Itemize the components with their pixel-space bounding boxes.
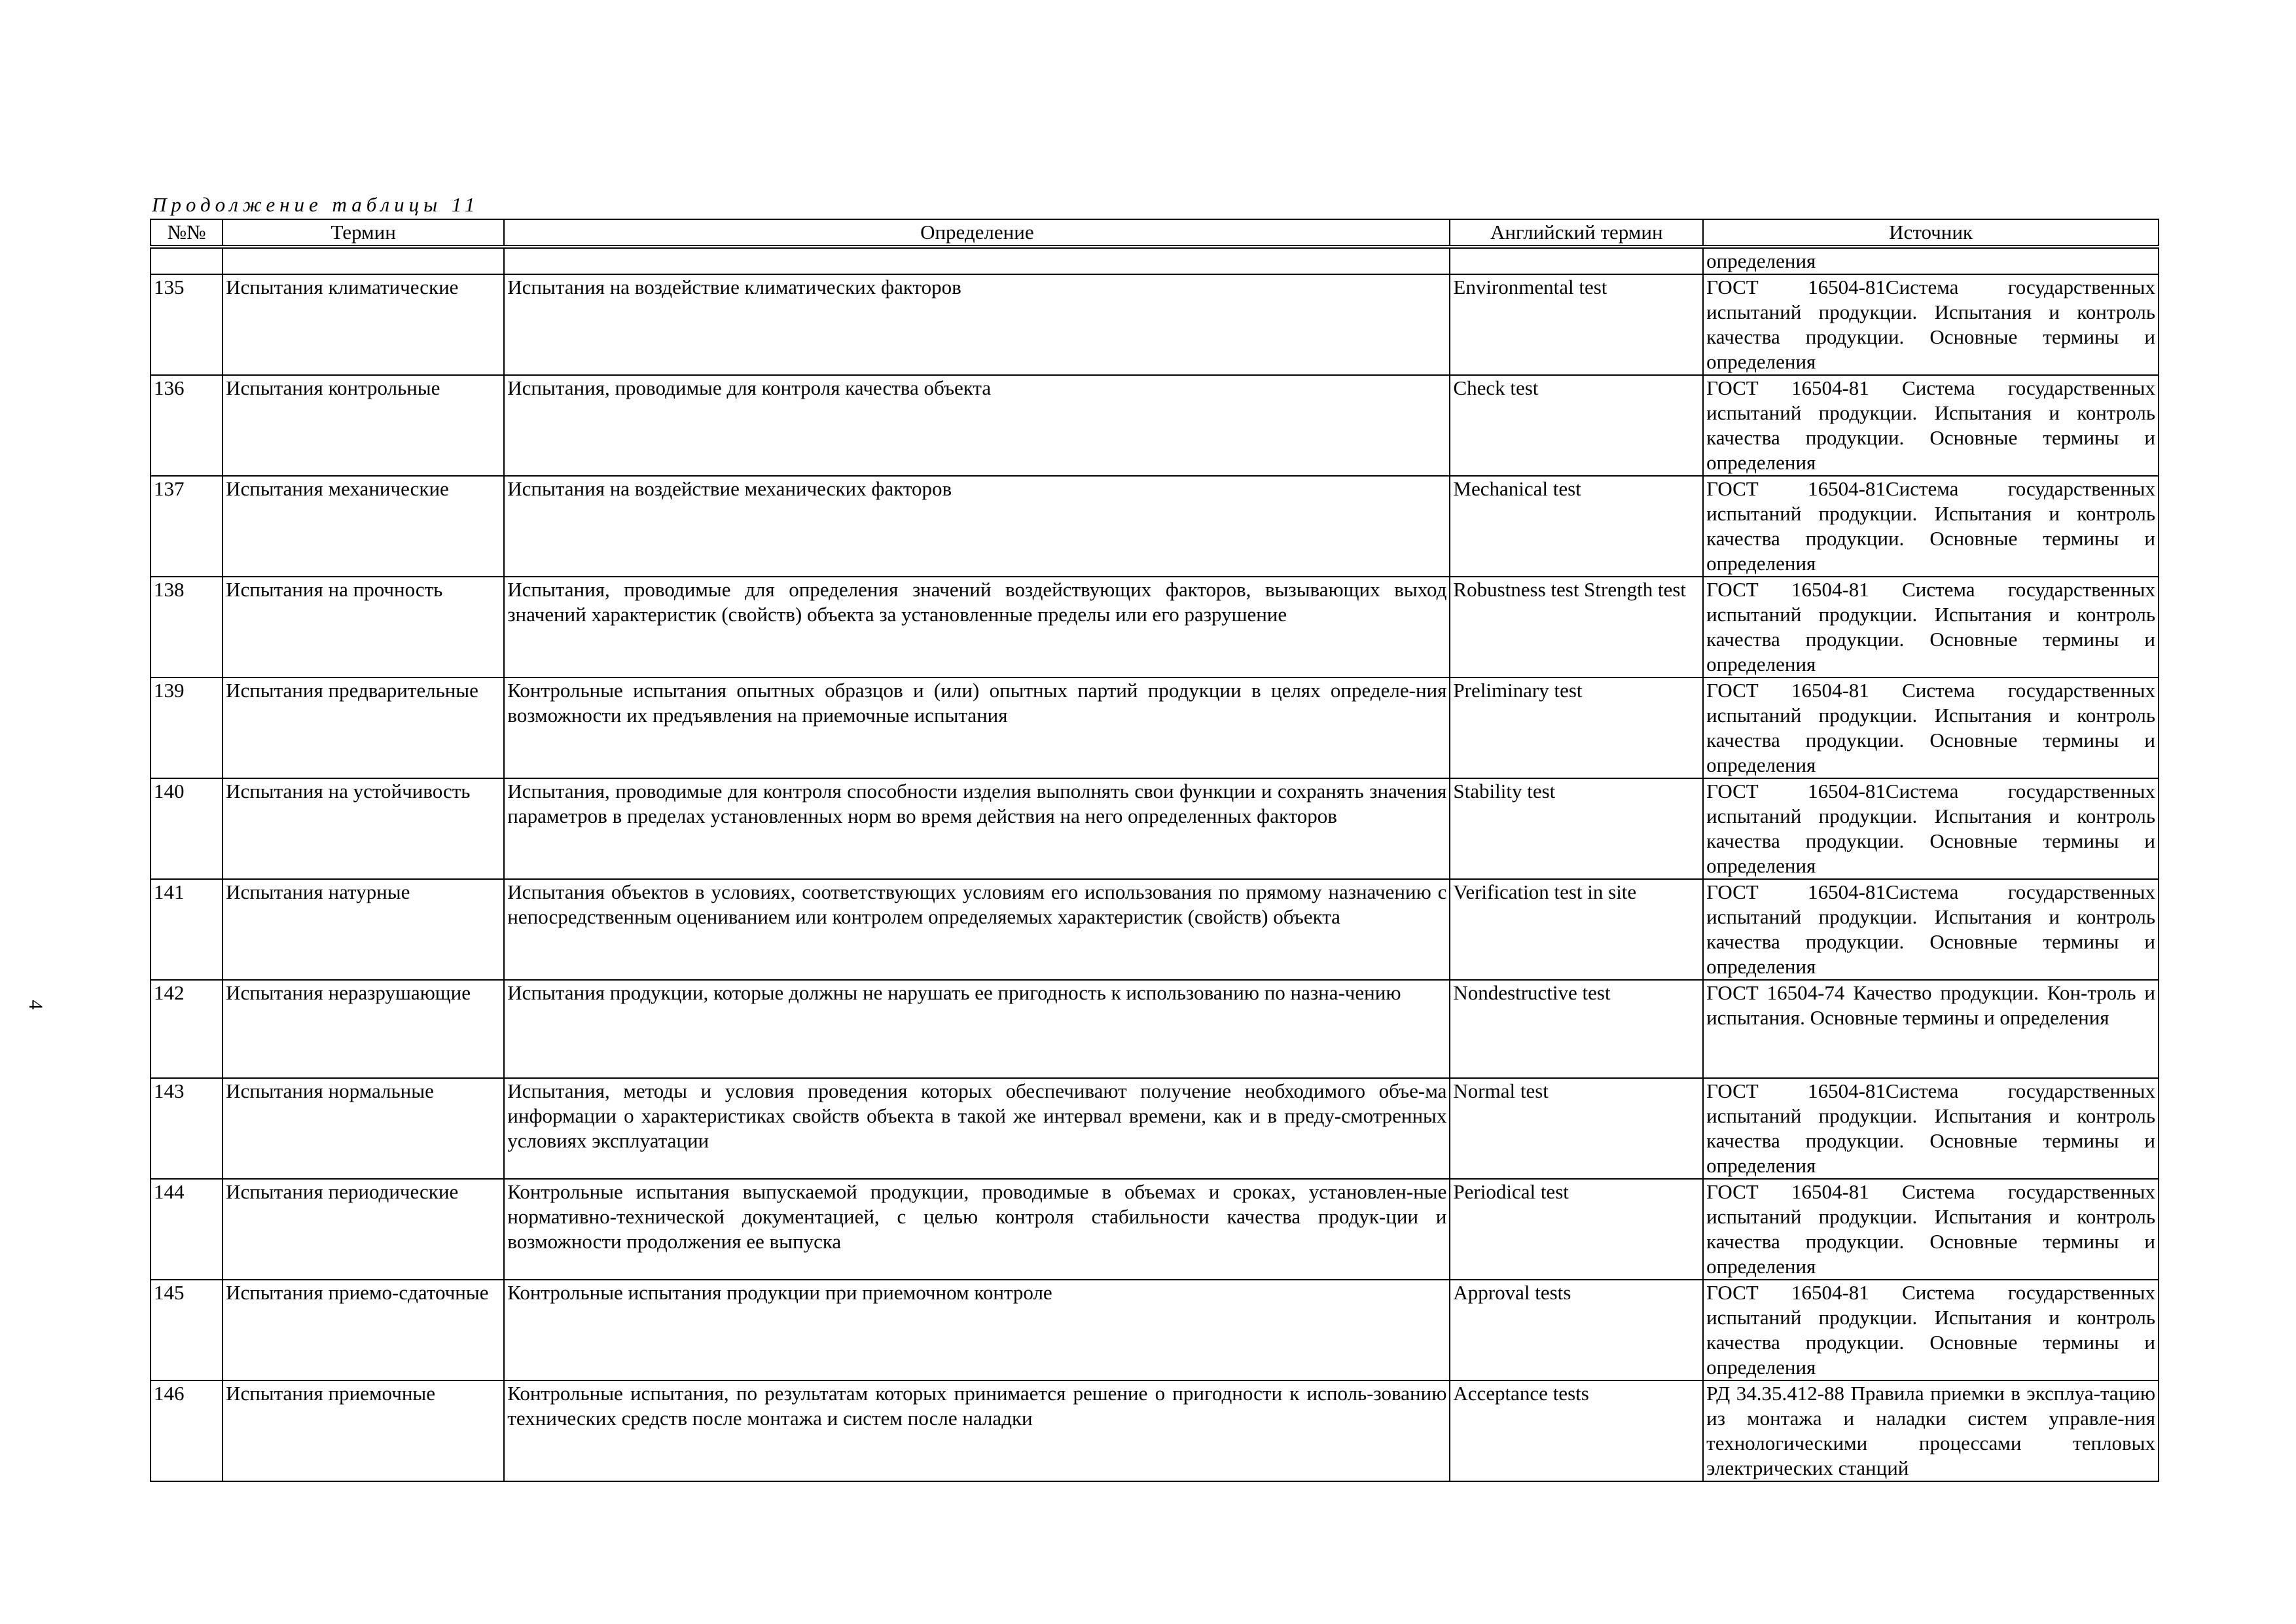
cell-definition: Испытания, проводимые для контроля качества объекта [504,375,1450,476]
table-row [151,1380,2159,1481]
cell-definition: Контрольные испытания выпускаемой продукции, проводимые в объемах и сроках, установлен-ные нормативно-технической документацией, с целью контроля стабильности качества продук-ции и возможности продолжения ее выпуска [504,1179,1450,1280]
cell-source: ГОСТ 16504-81 Система государственных испытаний продукции. Испытания и контроль качества продукции. Основные термины и определения [1703,677,2159,778]
cell-english-term: Acceptance tests [1450,1380,1703,1481]
table-row [151,476,2159,577]
cell-number: 143 [151,1078,223,1179]
cell-term: Испытания нормальные [223,1078,504,1179]
cell-term: Испытания приемо-сдаточные [223,1280,504,1380]
cell-term: Испытания предварительные [223,677,504,778]
cell-term: Испытания неразрушающие [223,980,504,1078]
table-row [151,1078,2159,1179]
cell-source: ГОСТ 16504-81 Система государственных испытаний продукции. Испытания и контроль качества продукции. Основные термины и определения [1703,1280,2159,1380]
table-row [151,778,2159,879]
cell-definition: Испытания объектов в условиях, соответствующих условиям его использования по прямому назначению с непосредственным оцениванием или контролем определяемых характеристик (свойств) объекта [504,879,1450,980]
cell-source: определения [1703,247,2159,274]
cell-number: 139 [151,677,223,778]
cell-source: РД 34.35.412-88 Правила приемки в эксплуа-тацию из монтажа и наладки систем управле-ния технологическими процессами тепловых электрических станций [1703,1380,2159,1481]
cell-number: 142 [151,980,223,1078]
cell-definition: Испытания на воздействие механических факторов [504,476,1450,577]
cell-definition: Испытания продукции, которые должны не нарушать ее пригодность к использованию по назна-чению [504,980,1450,1078]
cell-english-term: Verification test in site [1450,879,1703,980]
cell-english-term: Check test [1450,375,1703,476]
cell-definition: Испытания, проводимые для контроля способности изделия выполнять свои функции и сохранять значения параметров в пределах установленных норм во время действия на него определенных факторов [504,778,1450,879]
cell-definition: Контрольные испытания опытных образцов и (или) опытных партий продукции в целях определе-ния возможности их предъявления на приемочные испытания [504,677,1450,778]
table-row [151,1179,2159,1280]
cell-number: 145 [151,1280,223,1380]
cell-english-term: Periodical test [1450,1179,1703,1280]
cell-number: 141 [151,879,223,980]
cell-term: Испытания натурные [223,879,504,980]
cell-english-term [1450,247,1703,274]
table-row [151,677,2159,778]
cell-english-term: Stability test [1450,778,1703,879]
cell-english-term: Mechanical test [1450,476,1703,577]
cell-definition [504,247,1450,274]
cell-source: ГОСТ 16504-81Система государственных испытаний продукции. Испытания и контроль качества продукции. Основные термины и определения [1703,879,2159,980]
cell-english-term: Robustness test Strength test [1450,577,1703,677]
cell-english-term: Preliminary test [1450,677,1703,778]
cell-number: 140 [151,778,223,879]
cell-english-term: Normal test [1450,1078,1703,1179]
cell-source: ГОСТ 16504-74 Качество продукции. Кон-троль и испытания. Основные термины и определения [1703,980,2159,1078]
cell-definition: Испытания, проводимые для определения значений воздействующих факторов, вызывающих выход значений характеристик (свойств) объекта за установленные пределы или его разрушение [504,577,1450,677]
terms-table [150,219,2159,1482]
cell-number: 137 [151,476,223,577]
table-caption: Продолжение таблицы 11 [152,193,480,216]
cell-source: ГОСТ 16504-81 Система государственных испытаний продукции. Испытания и контроль качества продукции. Основные термины и определения [1703,1179,2159,1280]
table-row [151,577,2159,677]
cell-source: ГОСТ 16504-81 Система государственных испытаний продукции. Испытания и контроль качества продукции. Основные термины и определения [1703,375,2159,476]
cell-definition: Контрольные испытания, по результатам которых принимается решение о пригодности к исполь-зованию технических средств после монтажа и систем после наладки [504,1380,1450,1481]
cell-term: Испытания периодические [223,1179,504,1280]
cell-definition: Испытания на воздействие климатических факторов [504,274,1450,375]
cell-term: Испытания на прочность [223,577,504,677]
cell-term: Испытания климатические [223,274,504,375]
cell-number: 144 [151,1179,223,1280]
header-row [151,219,2159,247]
cell-source: ГОСТ 16504-81Система государственных испытаний продукции. Испытания и контроль качества продукции. Основные термины и определения [1703,1078,2159,1179]
cell-term: Испытания контрольные [223,375,504,476]
cell-number: 138 [151,577,223,677]
cell-source: ГОСТ 16504-81Система государственных испытаний продукции. Испытания и контроль качества продукции. Основные термины и определения [1703,476,2159,577]
header-definition: Определение [504,219,1450,247]
cell-definition: Контрольные испытания продукции при приемочном контроле [504,1280,1450,1380]
table-row [151,879,2159,980]
cell-source: ГОСТ 16504-81Система государственных испытаний продукции. Испытания и контроль качества продукции. Основные термины и определения [1703,274,2159,375]
page-number: 4 [25,1000,46,1010]
cell-english-term: Environmental test [1450,274,1703,375]
cell-term [223,247,504,274]
cell-number [151,247,223,274]
cell-term: Испытания на устойчивость [223,778,504,879]
cell-number: 136 [151,375,223,476]
cell-definition: Испытания, методы и условия проведения которых обеспечивают получение необходимого объе-ма информации о характеристиках свойств объекта в такой же интервал времени, как и в преду-смотренных условиях эксплуатации [504,1078,1450,1179]
header-term: Термин [223,219,504,247]
table-body [151,247,2159,1481]
cell-english-term: Nondestructive test [1450,980,1703,1078]
cell-english-term: Approval tests [1450,1280,1703,1380]
cell-source: ГОСТ 16504-81 Система государственных испытаний продукции. Испытания и контроль качества продукции. Основные термины и определения [1703,577,2159,677]
cell-number: 146 [151,1380,223,1481]
table-header [151,219,2159,247]
carryover-row [151,247,2159,274]
cell-number: 135 [151,274,223,375]
table-row [151,274,2159,375]
cell-source: ГОСТ 16504-81Система государственных испытаний продукции. Испытания и контроль качества продукции. Основные термины и определения [1703,778,2159,879]
cell-term: Испытания механические [223,476,504,577]
table-row [151,980,2159,1078]
header-number: №№ [151,219,223,247]
table-row [151,375,2159,476]
cell-term: Испытания приемочные [223,1380,504,1481]
table-row [151,1280,2159,1380]
header-english-term: Английский термин [1450,219,1703,247]
header-source: Источник [1703,219,2159,247]
